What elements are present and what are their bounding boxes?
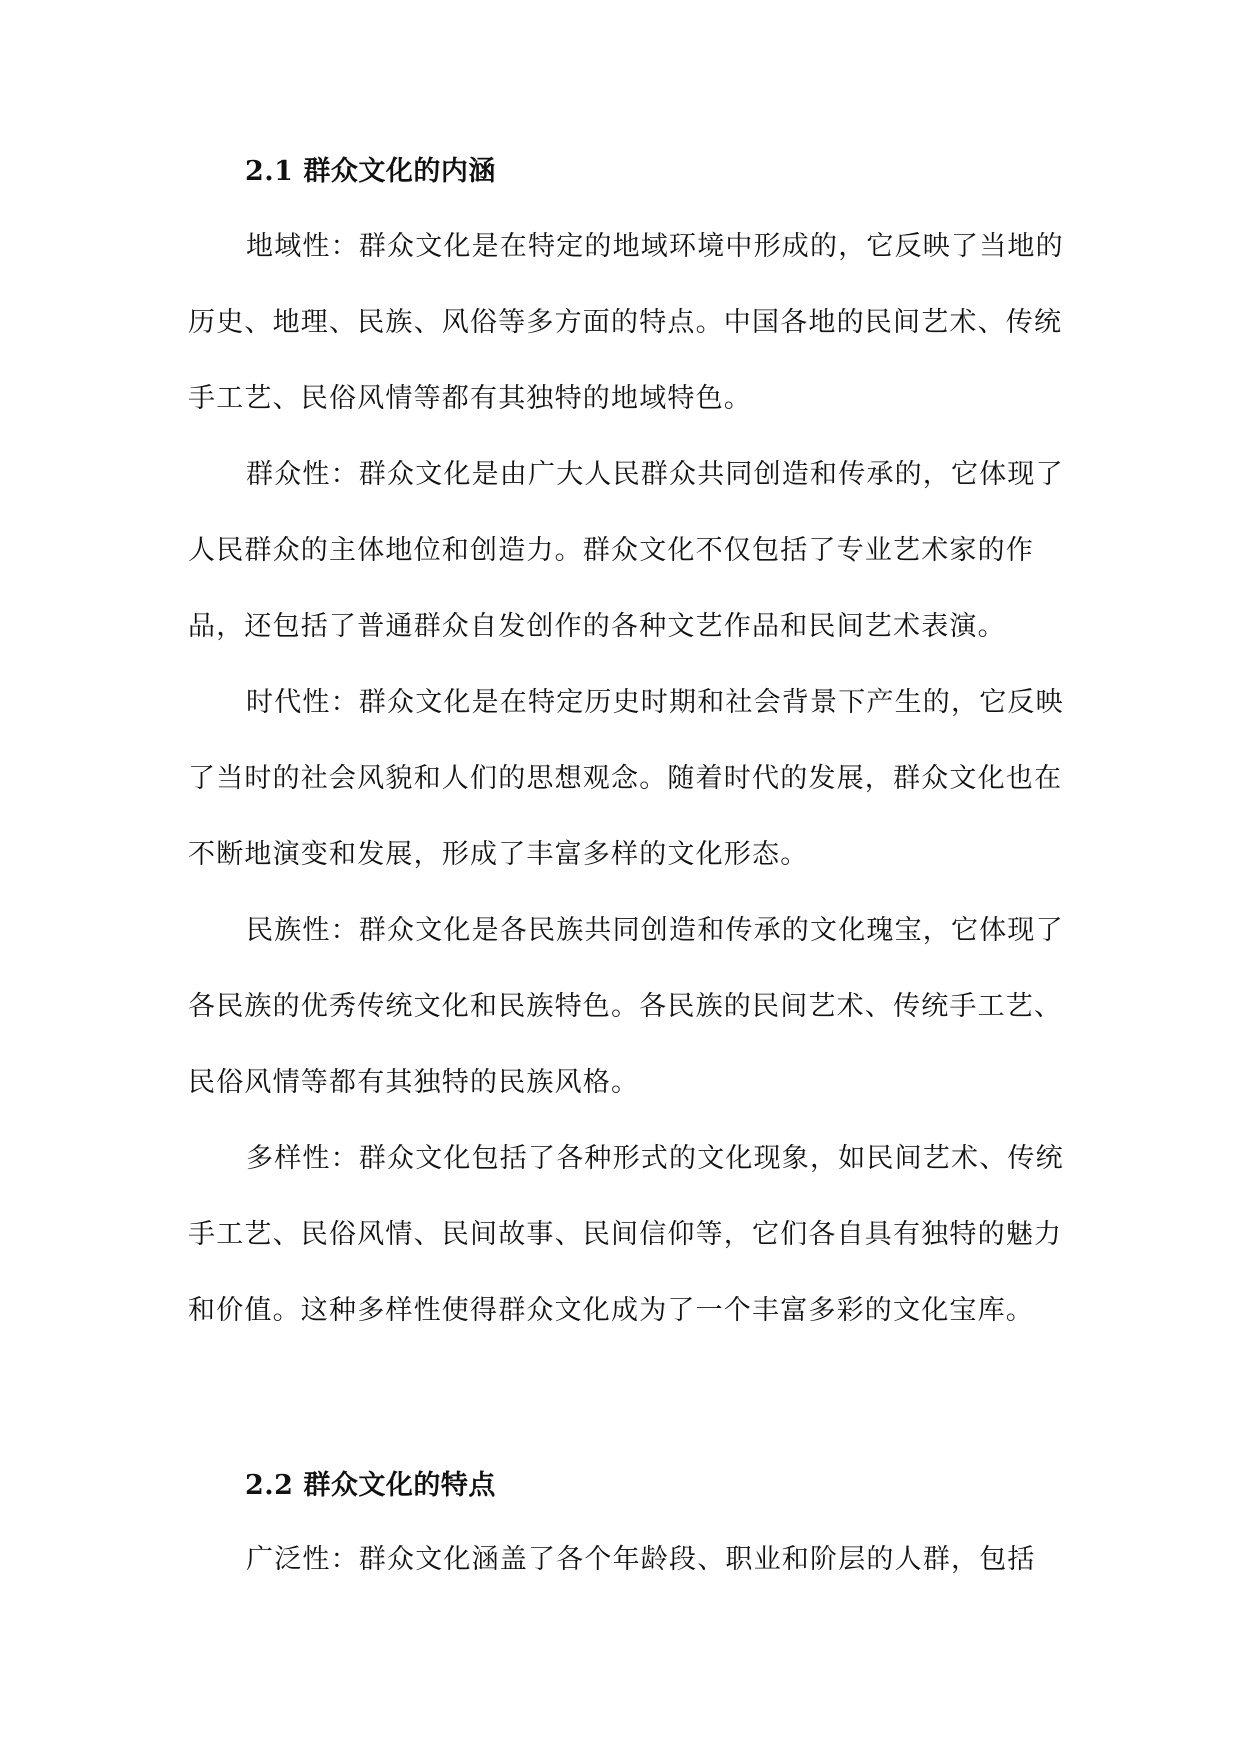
paragraph-regional: 地域性：群众文化是在特定的地域环境中形成的，它反映了当地的历史、地理、民族、风俗等多方面的特点。中国各地的民间艺术、传统手工艺、民俗风情等都有其独特的地域特色。 — [188, 231, 1064, 414]
paragraph-ethnic: 民族性：群众文化是各民族共同创造和传承的文化瑰宝，它体现了各民族的优秀传统文化和民族特色。各民族的民间艺术、传统手工艺、民俗风情等都有其独特的民族风格。 — [188, 915, 1064, 1098]
paragraph-breadth: 广泛性：群众文化涵盖了各个年龄段、职业和阶层的人群，包括 — [246, 1544, 1036, 1575]
paragraph-diversity: 多样性：群众文化包括了各种形式的文化现象，如民间艺术、传统手工艺、民俗风情、民间故事、民间信仰等，它们各自具有独特的魅力和价值。这种多样性使得群众文化成为了一个丰富多彩的文化宝库。 — [188, 1143, 1064, 1326]
section-heading: 2.2 群众文化的特点 — [245, 1470, 496, 1501]
section-heading: 2.1 群众文化的内涵 — [245, 156, 496, 187]
paragraph-era: 时代性：群众文化是在特定历史时期和社会背景下产生的，它反映了当时的社会风貌和人们的思想观念。随着时代的发展，群众文化也在不断地演变和发展，形成了丰富多样的文化形态。 — [188, 687, 1064, 870]
paragraph-mass: 群众性：群众文化是由广大人民群众共同创造和传承的，它体现了人民群众的主体地位和创造力。群众文化不仅包括了专业艺术家的作品，还包括了普通群众自发创作的各种文艺作品和民间艺术表演。 — [188, 459, 1064, 642]
